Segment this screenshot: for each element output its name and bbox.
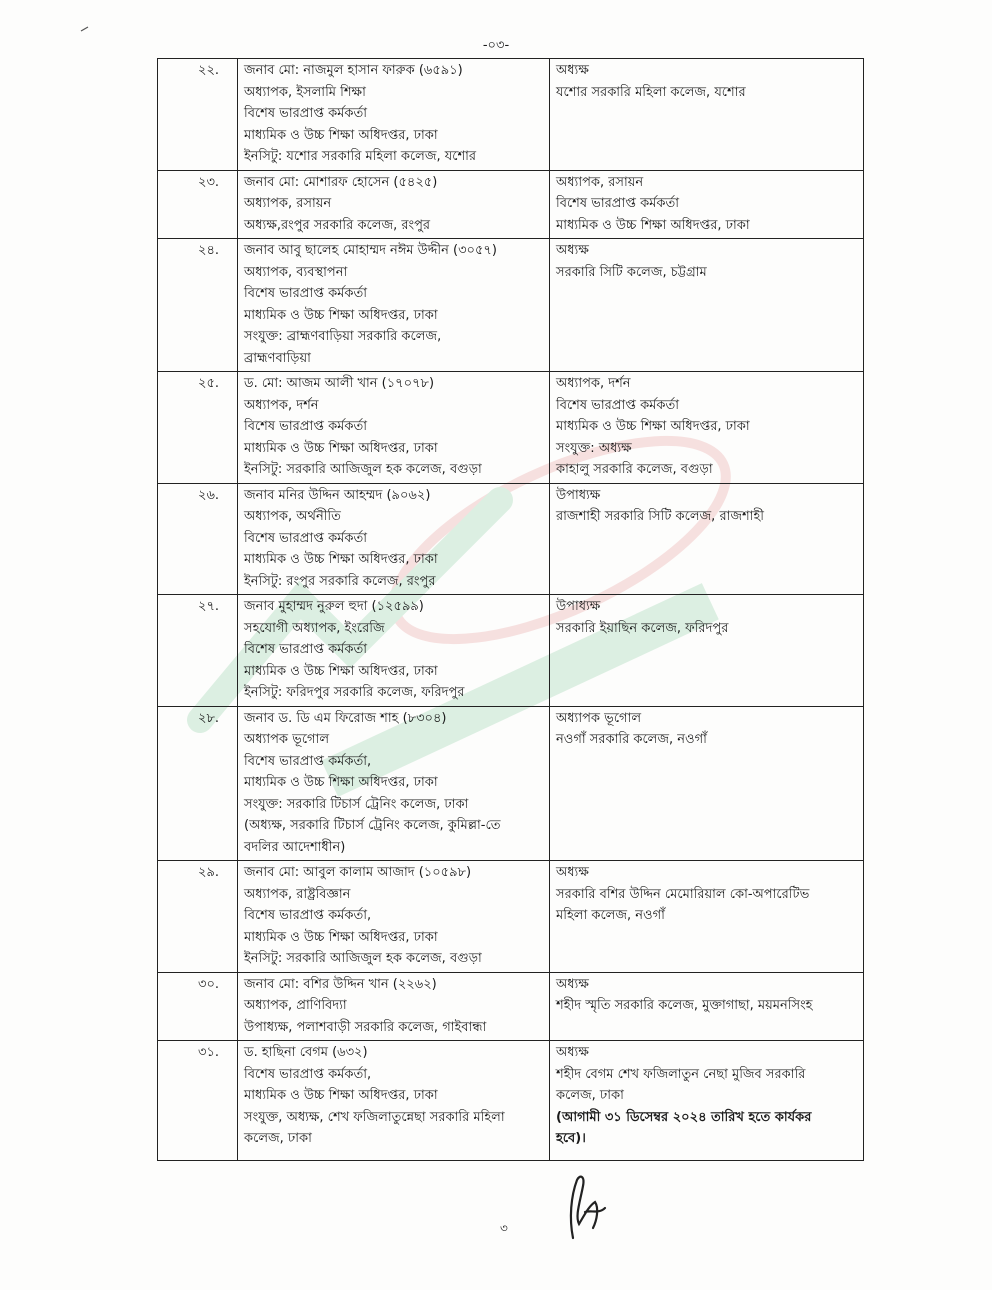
new-posting-line: বিশেষ ভারপ্রাপ্ত কর্মকর্তা: [556, 397, 679, 413]
current-posting-line: সংযুক্ত: ব্রাহ্মণবাড়িয়া সরকারি কলেজ,: [244, 329, 442, 344]
new-posting-line: কলেজ, ঢাকা: [556, 1088, 624, 1103]
current-posting-line: মাধ্যমিক ও উচ্চ শিক্ষা অধিদপ্তর, ঢাকা: [244, 440, 438, 456]
new-posting-cell: [550, 483, 864, 595]
new-posting-line: অধ্যক্ষ: [556, 865, 589, 880]
current-posting-cell: [238, 483, 550, 595]
current-posting-line: জনাব মো: আবুল কালাম আজাদ (১০৫৯৮): [244, 865, 472, 880]
current-posting-line: অধ্যাপক, ইসলামি শিক্ষা: [244, 84, 366, 100]
current-posting-cell: [238, 706, 550, 861]
current-posting-line: মাধ্যমিক ও উচ্চ শিক্ষা অধিদপ্তর, ঢাকা: [244, 127, 438, 143]
current-posting-line: জনাব মুহাম্মদ নুরুল হুদা (১২৫৯৯): [244, 599, 424, 614]
current-posting-line: ইনসিটু: যশোর সরকারি মহিলা কলেজ, যশোর: [244, 149, 477, 164]
table-row: [158, 706, 864, 861]
current-posting-line: (অধ্যক্ষ, সরকারি টিচার্স ট্রেনিং কলেজ, কুমিল্লা-তে: [244, 818, 501, 833]
current-posting-line: বিশেষ ভারপ্রাপ্ত কর্মকর্তা,: [244, 908, 372, 923]
new-posting-line: অধ্যক্ষ: [556, 63, 589, 78]
current-posting-line: জনাব মনির উদ্দিন আহম্মদ (৯০৬২): [244, 487, 431, 503]
new-posting-line: উপাধ্যক্ষ: [556, 487, 601, 503]
table-row: [158, 972, 864, 1041]
current-posting-cell: [238, 59, 550, 171]
new-posting-cell: [550, 239, 864, 372]
serial-number: ২৩.: [158, 170, 238, 239]
current-posting-line: ড. মো: আজম আলী খান (১৭০৭৮): [244, 376, 435, 391]
current-posting-line: ড. হাছিনা বেগম (৬৩২): [244, 1045, 368, 1060]
current-posting-line: বদলির আদেশাধীন): [244, 839, 346, 855]
current-posting-line: অধ্যাপক, দর্শন: [244, 397, 319, 413]
new-posting-line: সরকারি সিটি কলেজ, চট্টগ্রাম: [556, 264, 707, 280]
new-posting-line: কাহালু সরকারি কলেজ, বগুড়া: [556, 462, 713, 477]
current-posting-line: মাধ্যমিক ও উচ্চ শিক্ষা অধিদপ্তর, ঢাকা: [244, 775, 438, 790]
table-row: [158, 483, 864, 595]
current-posting-line: মাধ্যমিক ও উচ্চ শিক্ষা অধিদপ্তর, ঢাকা: [244, 1088, 438, 1103]
current-posting-line: জনাব মো: মোশারফ হোসেন (৫৪২৫): [244, 174, 438, 190]
new-posting-line: সরকারি বশির উদ্দিন মেমোরিয়াল কো-অপারেটিভ: [556, 886, 810, 902]
new-posting-line: অধ্যাপক, রসায়ন: [556, 174, 644, 190]
new-posting-line: শহীদ স্মৃতি সরকারি কলেজ, মুক্তাগাছা, ময়মনসিংহ: [556, 998, 813, 1013]
new-posting-line: রাজশাহী সরকারি সিটি কলেজ, রাজশাহী: [556, 509, 765, 524]
current-posting-line: বিশেষ ভারপ্রাপ্ত কর্মকর্তা,: [244, 753, 372, 769]
current-posting-line: জনাব মো: বশির উদ্দিন খান (২২৬২): [244, 976, 437, 992]
new-posting-cell: [550, 595, 864, 707]
table-row: [158, 1041, 864, 1161]
current-posting-cell: [238, 1041, 550, 1161]
new-posting-cell: [550, 59, 864, 171]
current-posting-cell: [238, 372, 550, 484]
current-posting-line: জনাব মো: নাজমুল হাসান ফারুক (৬৫৯১): [244, 63, 463, 78]
table-row: [158, 170, 864, 239]
current-posting-cell: [238, 972, 550, 1041]
current-posting-line: ইনসিটু: সরকারি আজিজুল হক কলেজ, বগুড়া: [244, 951, 482, 966]
new-posting-line: নওগাঁ সরকারি কলেজ, নওগাঁ: [556, 732, 707, 747]
new-posting-line: অধ্যাপক, দর্শন: [556, 376, 631, 391]
current-posting-line: অধ্যাপক, অর্থনীতি: [244, 509, 341, 524]
effective-date-note: (আগামী ৩১ ডিসেম্বর ২০২৪ তারিখ হতে কার্যকর: [556, 1109, 812, 1125]
serial-number: ২৯.: [158, 861, 238, 973]
current-posting-line: অধ্যাপক, ব্যবস্থাপনা: [244, 264, 348, 280]
serial-number: ২৭.: [158, 595, 238, 707]
new-posting-line: যশোর সরকারি মহিলা কলেজ, যশোর: [556, 84, 746, 100]
current-posting-line: কলেজ, ঢাকা: [244, 1131, 312, 1146]
new-posting-line: অধ্যক্ষ: [556, 976, 589, 992]
new-posting-cell: [550, 1041, 864, 1161]
serial-number: ২২.: [158, 59, 238, 171]
current-posting-line: বিশেষ ভারপ্রাপ্ত কর্মকর্তা: [244, 642, 367, 657]
serial-number: ৩০.: [158, 972, 238, 1041]
current-posting-cell: [238, 239, 550, 372]
new-posting-line: মাধ্যমিক ও উচ্চ শিক্ষা অধিদপ্তর, ঢাকা: [556, 217, 750, 233]
current-posting-line: বিশেষ ভারপ্রাপ্ত কর্মকর্তা: [244, 530, 367, 546]
current-posting-line: অধ্যাপক, রসায়ন: [244, 196, 332, 211]
current-posting-line: বিশেষ ভারপ্রাপ্ত কর্মকর্তা,: [244, 1066, 372, 1082]
new-posting-line: অধ্যক্ষ: [556, 1045, 589, 1060]
table-row: [158, 239, 864, 372]
new-posting-cell: [550, 706, 864, 861]
current-posting-line: সহযোগী অধ্যাপক, ইংরেজি: [244, 620, 385, 636]
page-marker: -০৩-: [482, 38, 510, 53]
serial-number: ২৬.: [158, 483, 238, 595]
new-posting-line: সরকারি ইয়াছিন কলেজ, ফরিদপুর: [556, 620, 729, 636]
current-posting-line: মাধ্যমিক ও উচ্চ শিক্ষা অধিদপ্তর, ঢাকা: [244, 552, 438, 567]
current-posting-cell: [238, 170, 550, 239]
current-posting-line: অধ্যক্ষ,রংপুর সরকারি কলেজ, রংপুর: [244, 217, 431, 233]
current-posting-line: ইনসিটু: সরকারি আজিজুল হক কলেজ, বগুড়া: [244, 462, 482, 477]
current-posting-line: অধ্যাপক, রাষ্ট্রবিজ্ঞান: [244, 886, 351, 902]
current-posting-line: সংযুক্ত: সরকারি টিচার্স ট্রেনিং কলেজ, ঢাকা: [244, 796, 469, 812]
serial-number: ৩১.: [158, 1041, 238, 1161]
table-row: [158, 861, 864, 973]
new-posting-line: মাধ্যমিক ও উচ্চ শিক্ষা অধিদপ্তর, ঢাকা: [556, 419, 750, 434]
table-row: [158, 595, 864, 707]
new-posting-line: উপাধ্যক্ষ: [556, 599, 601, 614]
current-posting-line: বিশেষ ভারপ্রাপ্ত কর্মকর্তা: [244, 286, 367, 301]
new-posting-cell: [550, 170, 864, 239]
serial-number: ২৮.: [158, 706, 238, 861]
current-posting-line: ইনসিটু: রংপুর সরকারি কলেজ, রংপুর: [244, 573, 436, 589]
new-posting-line: মহিলা কলেজ, নওগাঁ: [556, 908, 665, 923]
current-posting-line: বিশেষ ভারপ্রাপ্ত কর্মকর্তা: [244, 106, 367, 121]
transfer-table: [157, 58, 864, 1161]
new-posting-line: বিশেষ ভারপ্রাপ্ত কর্মকর্তা: [556, 196, 679, 211]
current-posting-line: মাধ্যমিক ও উচ্চ শিক্ষা অধিদপ্তর, ঢাকা: [244, 663, 438, 679]
current-posting-line: বিশেষ ভারপ্রাপ্ত কর্মকর্তা: [244, 419, 367, 434]
effective-date-note: হবে)।: [556, 1131, 586, 1146]
new-posting-line: সংযুক্ত: অধ্যক্ষ: [556, 440, 632, 456]
current-posting-line: অধ্যাপক ভূগোল: [244, 732, 330, 747]
signature-icon: [555, 1168, 615, 1248]
current-posting-line: জনাব ড. ডি এম ফিরোজ শাহ (৮৩০৪): [244, 710, 447, 726]
new-posting-cell: [550, 372, 864, 484]
current-posting-cell: [238, 861, 550, 973]
current-posting-line: ইনসিটু: ফরিদপুর সরকারি কলেজ, ফরিদপুর: [244, 685, 465, 700]
current-posting-line: জনাব আবু ছালেহ মোহাম্মদ নঈম উদ্দীন (৩০৫৭): [244, 243, 497, 258]
current-posting-line: মাধ্যমিক ও উচ্চ শিক্ষা অধিদপ্তর, ঢাকা: [244, 307, 438, 323]
new-posting-line: অধ্যাপক ভূগোল: [556, 710, 642, 726]
page-number: ৩: [500, 1221, 508, 1235]
current-posting-line: মাধ্যমিক ও উচ্চ শিক্ষা অধিদপ্তর, ঢাকা: [244, 929, 438, 945]
new-posting-line: অধ্যক্ষ: [556, 243, 589, 258]
new-posting-cell: [550, 972, 864, 1041]
table-row: [158, 59, 864, 171]
serial-number: ২৫.: [158, 372, 238, 484]
table-row: [158, 372, 864, 484]
serial-number: ২৪.: [158, 239, 238, 372]
current-posting-line: ব্রাহ্মণবাড়িয়া: [244, 350, 311, 366]
current-posting-line: সংযুক্ত, অধ্যক্ষ, শেখ ফজিলাতুন্নেছা সরকারি মহিলা: [244, 1109, 505, 1125]
new-posting-line: শহীদ বেগম শেখ ফজিলাতুন নেছা মুজিব সরকারি: [556, 1066, 806, 1082]
scan-mark-icon: [80, 26, 90, 32]
current-posting-line: উপাধ্যক্ষ, পলাশবাড়ী সরকারি কলেজ, গাইবান্ধা: [244, 1019, 487, 1035]
current-posting-line: অধ্যাপক, প্রাণিবিদ্যা: [244, 998, 347, 1013]
current-posting-cell: [238, 595, 550, 707]
new-posting-cell: [550, 861, 864, 973]
